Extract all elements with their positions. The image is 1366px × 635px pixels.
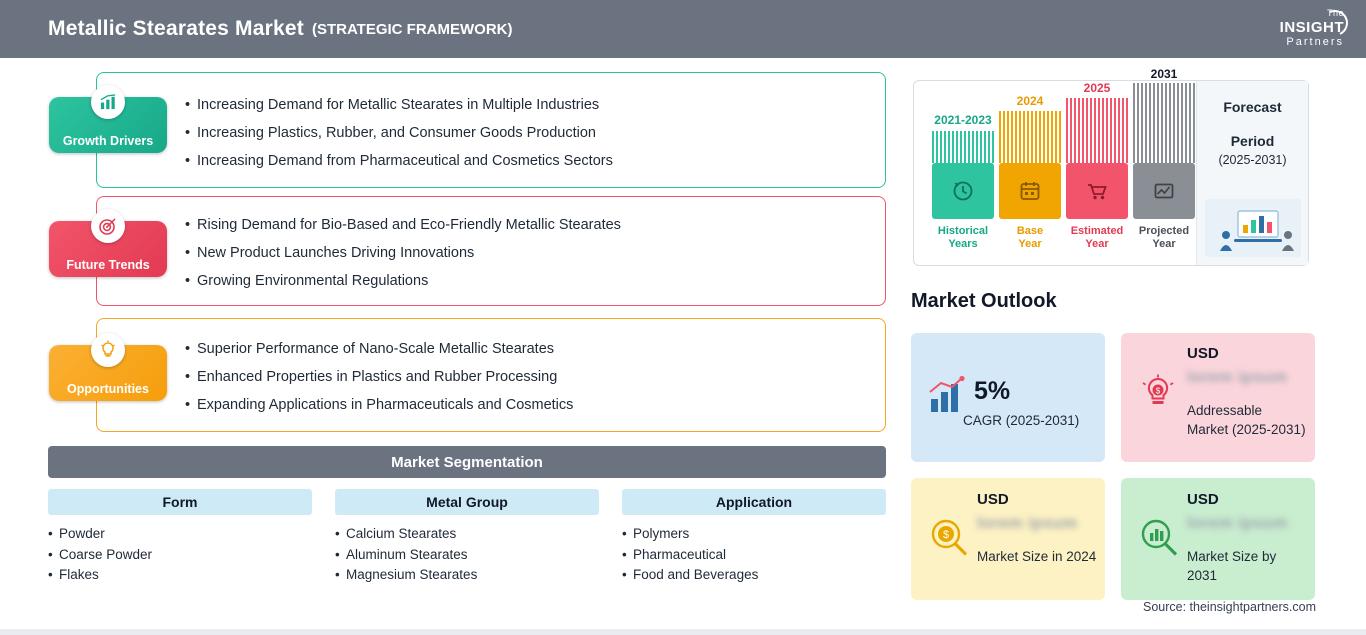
- card-usd-label: USD: [977, 491, 1009, 508]
- bar-stripes: [1066, 98, 1128, 163]
- segmentation-column-metal-group: [335, 489, 599, 586]
- list-item: • Growing Environmental Regulations: [185, 267, 885, 295]
- growth-drivers-panel: [96, 72, 886, 188]
- future-trends-panel: [96, 196, 886, 306]
- page-subtitle: (STRATEGIC FRAMEWORK): [311, 20, 513, 38]
- growth-drivers-list: [185, 91, 885, 175]
- list-item: • Enhanced Properties in Plastics and Rubber Processing: [185, 363, 885, 391]
- segment-list: [622, 524, 886, 586]
- card-blurred-value: lorem ipsum: [1187, 369, 1288, 386]
- bar-stripes: [1133, 83, 1195, 163]
- segment-header: Metal Group: [335, 489, 599, 515]
- opportunities-panel: [96, 318, 886, 432]
- bar-stripes: [999, 111, 1061, 163]
- bar-chart-icon: [91, 85, 125, 119]
- search-chart-icon: [1137, 516, 1181, 565]
- card-market-size-2031: [1121, 478, 1315, 600]
- card-market-size-2024: [911, 478, 1105, 600]
- badge-label: Opportunities: [67, 382, 149, 396]
- list-item: • Increasing Demand for Metallic Stearates in Multiple Industries: [185, 91, 885, 119]
- badge-label: Future Trends: [66, 258, 150, 272]
- card-addressable-market: [1121, 333, 1315, 462]
- list-item: • Magnesium Stearates: [335, 565, 599, 586]
- segment-list: [48, 524, 312, 586]
- calendar-icon: [999, 163, 1061, 219]
- list-item: • Increasing Demand from Pharmaceutical and Cosmetics Sectors: [185, 147, 885, 175]
- svg-text:$: $: [1155, 386, 1161, 396]
- brand-logo: [1224, 8, 1344, 52]
- card-blurred-value: lorem ipsum: [977, 515, 1078, 532]
- market-segmentation-title: Market Segmentation: [48, 446, 886, 478]
- list-item: • Rising Demand for Bio-Based and Eco-Friendly Metallic Stearates: [185, 211, 885, 239]
- segment-header: Application: [622, 489, 886, 515]
- card-usd-label: USD: [1187, 345, 1219, 362]
- lightbulb-icon: [91, 333, 125, 367]
- card-cagr: [911, 333, 1105, 462]
- forecast-period-panel: [1196, 81, 1308, 265]
- list-item: • Expanding Applications in Pharmaceuticals and Cosmetics: [185, 391, 885, 419]
- bar-label-line2: Year: [1085, 238, 1109, 250]
- forecast-period-card: [913, 67, 1309, 266]
- opportunities-list: [185, 335, 885, 419]
- forecast-panel-title2: Period: [1230, 133, 1275, 149]
- list-item: • Food and Beverages: [622, 565, 886, 586]
- list-item: • Aluminum Stearates: [335, 545, 599, 566]
- page-title: Metallic Stearates Market: [48, 17, 304, 40]
- footer-divider: [0, 629, 1366, 635]
- list-item: • Flakes: [48, 565, 312, 586]
- card-usd-label: USD: [1187, 491, 1219, 508]
- list-item: • Superior Performance of Nano-Scale Metallic Stearates: [185, 335, 885, 363]
- card-caption: Market Size in 2024: [977, 549, 1097, 564]
- cagr-caption: CAGR (2025-2031): [963, 413, 1080, 428]
- list-item: • Pharmaceutical: [622, 545, 886, 566]
- bar-label-line1: Historical: [937, 225, 989, 237]
- list-item: • Increasing Plastics, Rubber, and Consumer Goods Production: [185, 119, 885, 147]
- bar-year: 2021-2023: [934, 113, 992, 127]
- cagr-value: 5%: [974, 377, 1011, 405]
- forecast-panel-title: Forecast: [1223, 99, 1282, 115]
- list-item: • Polymers: [622, 524, 886, 545]
- card-caption: Addressable Market (2025-2031): [1187, 403, 1306, 437]
- segmentation-column-application: [622, 489, 886, 586]
- cart-icon: [1066, 163, 1128, 219]
- bar-label-line1: Base: [1016, 225, 1044, 237]
- header-bar: [0, 0, 1366, 58]
- search-coin-icon: [927, 516, 971, 565]
- list-item: • Calcium Stearates: [335, 524, 599, 545]
- list-item: • Powder: [48, 524, 312, 545]
- list-item: • Coarse Powder: [48, 545, 312, 566]
- bar-label-line2: Years: [948, 238, 978, 250]
- future-trends-badge: [49, 221, 167, 277]
- svg-text:$: $: [942, 529, 950, 541]
- source-label: Source: theinsightpartners.com: [1142, 600, 1316, 614]
- opportunities-badge: [49, 345, 167, 401]
- growth-bar-icon: [925, 375, 967, 422]
- bar-year: 2024: [1016, 94, 1044, 108]
- logo-line3: Partners: [1286, 36, 1344, 48]
- growth-drivers-badge: [49, 97, 167, 153]
- list-item: • New Product Launches Driving Innovations: [185, 239, 885, 267]
- bar-label-line1: Projected: [1138, 225, 1190, 237]
- segment-list: [335, 524, 599, 586]
- bar-label-line1: Estimated: [1070, 225, 1124, 237]
- bar-stripes: [932, 131, 994, 163]
- bar-year: 2031: [1150, 67, 1178, 81]
- bar-year: 2025: [1083, 81, 1111, 95]
- target-icon: [91, 209, 125, 243]
- chart-image-icon: [1133, 163, 1195, 219]
- bar-label-line2: Year: [1018, 238, 1042, 250]
- card-blurred-value: lorem ipsum: [1187, 515, 1288, 532]
- segment-header: Form: [48, 489, 312, 515]
- card-caption: Market Size by 2031: [1187, 549, 1277, 583]
- bar-label-line2: Year: [1152, 238, 1176, 250]
- badge-label: Growth Drivers: [62, 134, 154, 148]
- segmentation-column-form: [48, 489, 312, 586]
- future-trends-list: [185, 211, 885, 295]
- lightbulb-coin-icon: [1137, 373, 1179, 422]
- logo-line2: INSIGHT: [1279, 19, 1344, 36]
- logo-line1: The: [1326, 8, 1344, 18]
- analytics-illustration-icon: [1205, 199, 1301, 257]
- history-clock-icon: [932, 163, 994, 219]
- forecast-panel-range: (2025-2031): [1218, 153, 1287, 167]
- market-outlook-title: Market Outlook: [911, 290, 1057, 312]
